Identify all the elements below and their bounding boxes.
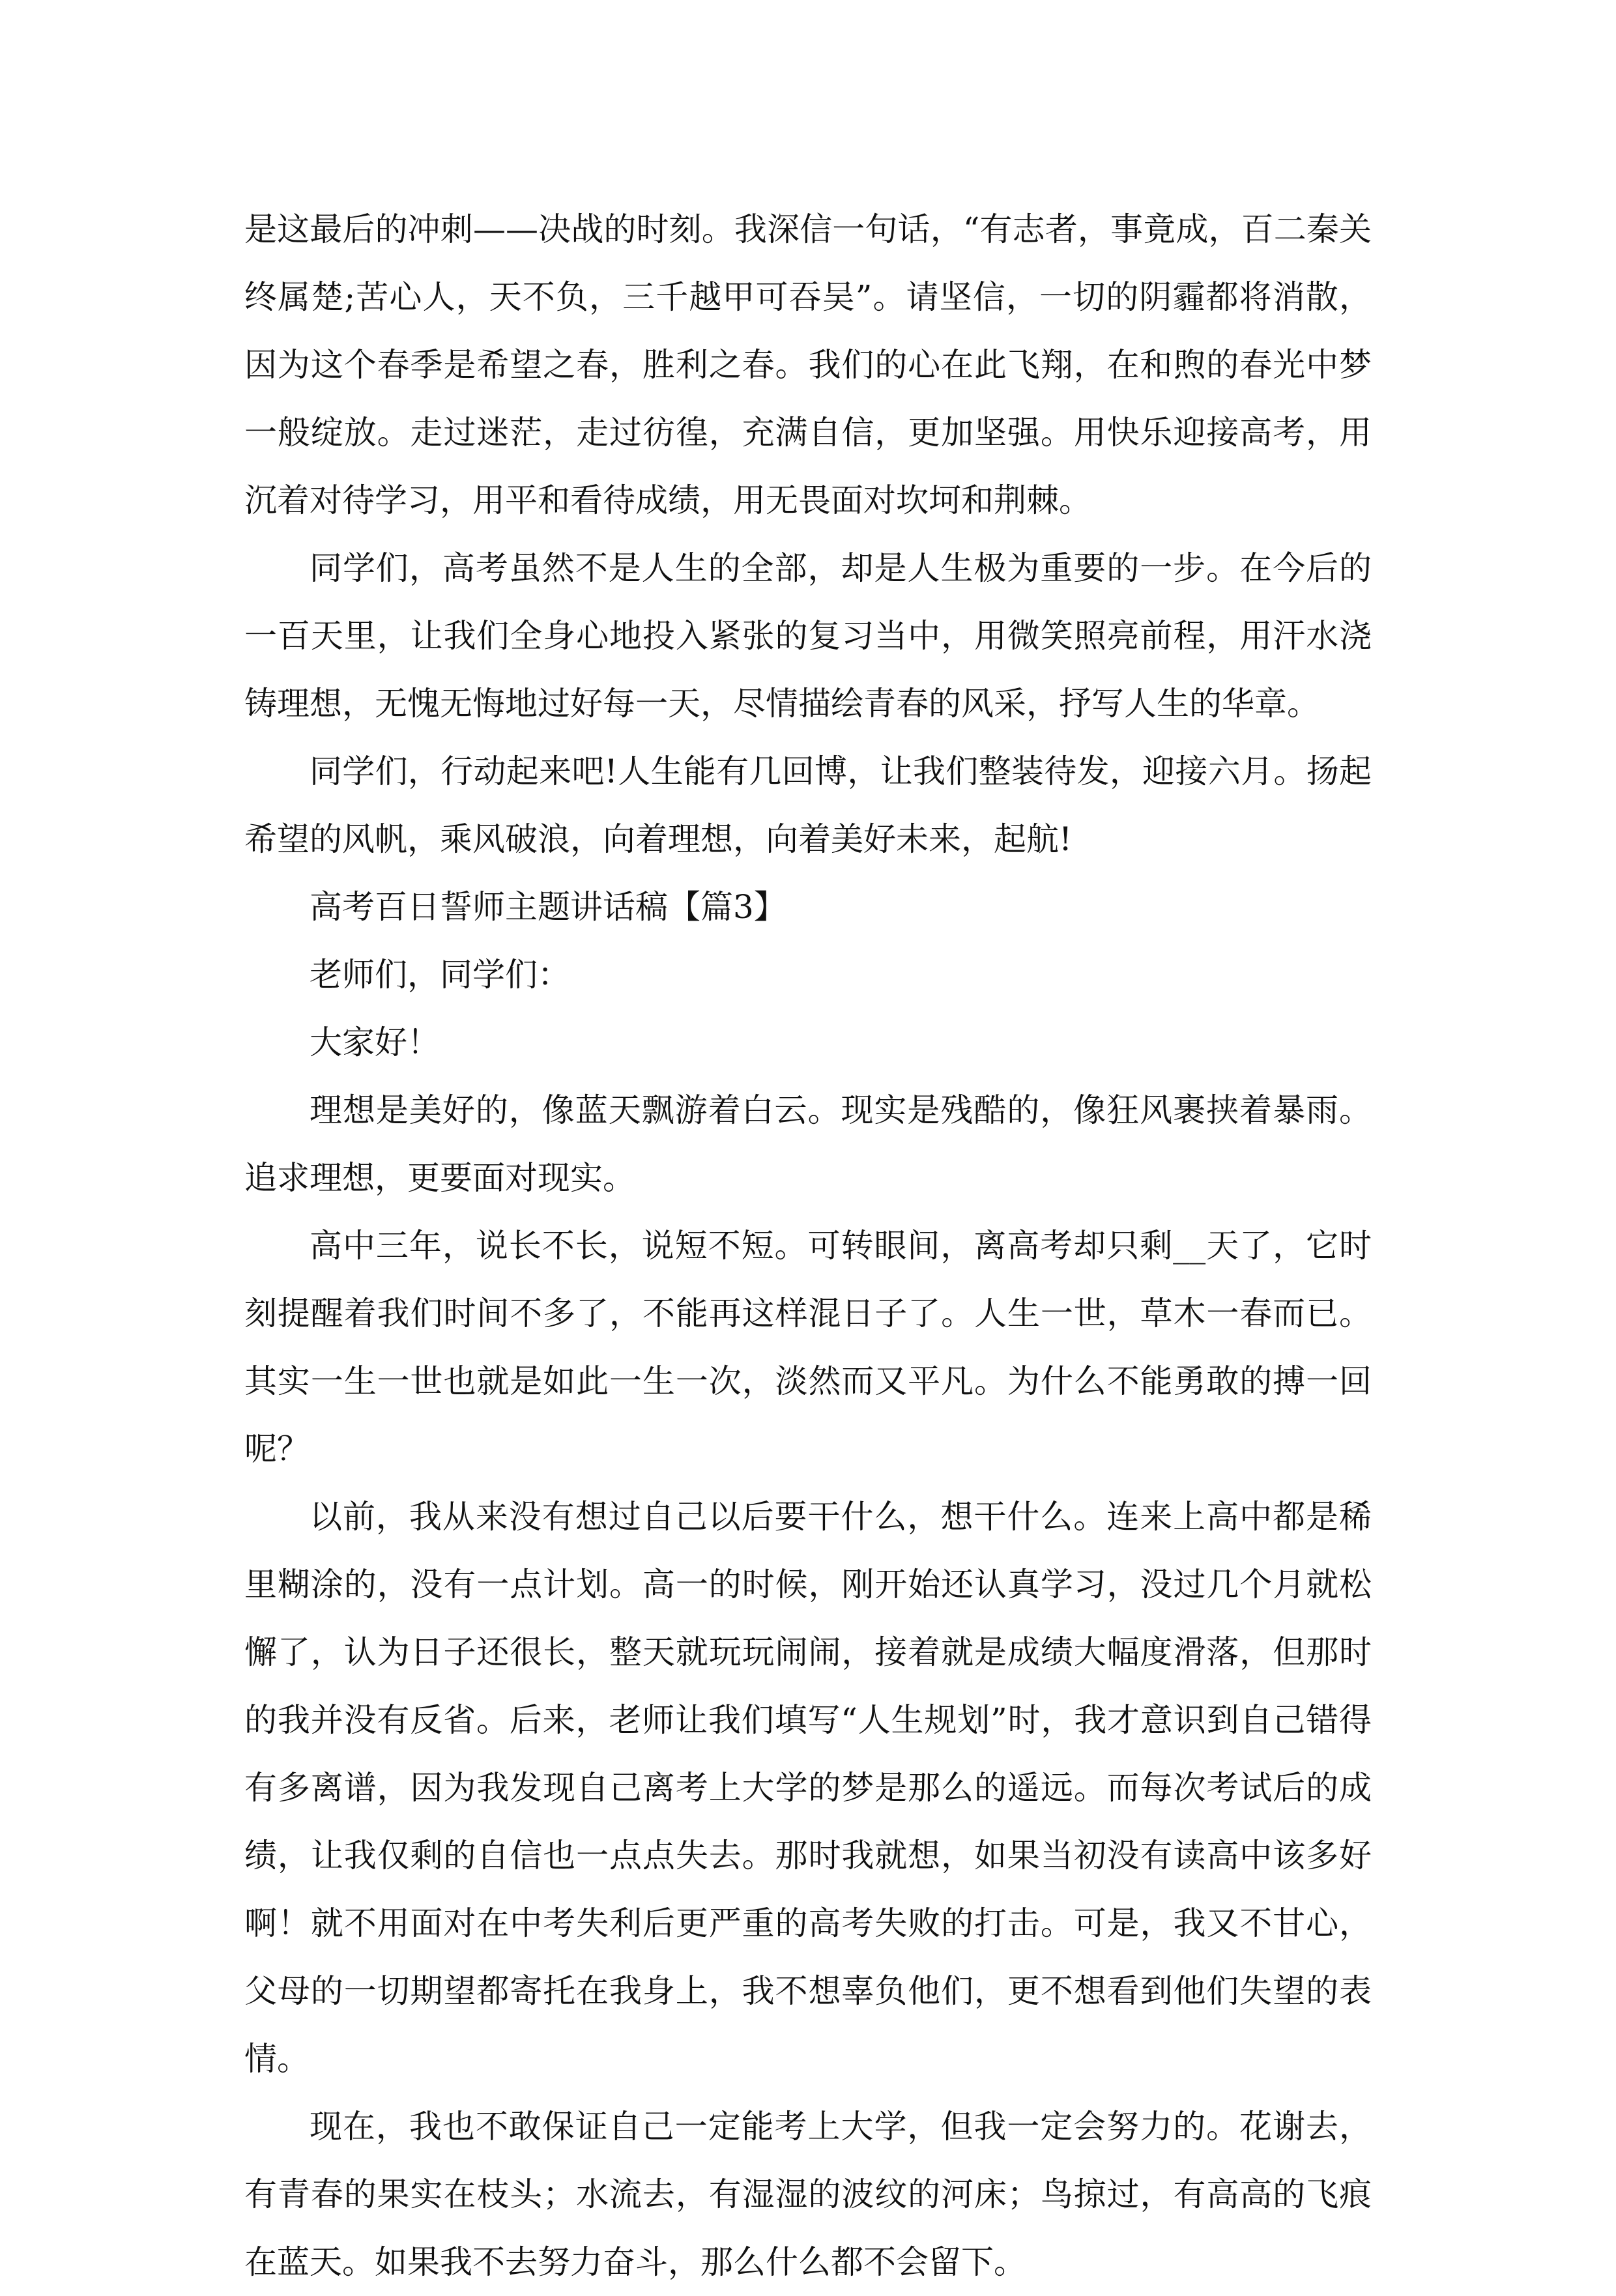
paragraph-classmates-gaokao: 同学们，高考虽然不是人生的全部，却是人生极为重要的一步。在今后的一百天里，让我们全身心地投入紧张的复习当中，用微笑照亮前程，用汗水浇铸理想，无愧无悔地过好每一天，尽情描绘青春的风采，抒写人生的华章。 — [244, 549, 1372, 723]
document-body — [244, 195, 1372, 2296]
paragraph-call-to-action: 同学们，行动起来吧!人生能有几回博，让我们整装待发，迎接六月。扬起希望的风帆，乘风破浪，向着理想，向着美好未来，起航! — [244, 753, 1372, 858]
greeting: 大家好！ — [310, 1024, 440, 1061]
paragraph-continuation: 是这最后的冲刺——决战的时刻。我深信一句话，“有志者，事竟成，百二秦关终属楚;苦心人，天不负，三千越甲可吞吴”。请坚信，一切的阴霾都将消散，因为这个春季是希望之春，胜利之春。我们的心在此飞翔，在和煦的春光中梦一般绽放。走过迷茫，走过彷徨，充满自信，更加坚强。用快乐迎接高考，用沉着对待学习，用平和看待成绩，用无畏面对坎坷和荆棘。 — [244, 210, 1372, 519]
section-heading: 高考百日誓师主题讲话稿【篇3】 — [310, 888, 786, 926]
paragraph-present-resolve: 现在，我也不敢保证自己一定能考上大学，但我一定会努力的。花谢去，有青春的果实在枝头；水流去，有湿湿的波纹的河床；鸟掠过，有高高的飞痕在蓝天。如果我不去努力奋斗，那么什么都不会留下。 — [244, 2108, 1372, 2281]
salutation: 老师们，同学们： — [310, 956, 570, 994]
paragraph-three-years: 高中三年，说长不长，说短不短。可转眼间，离高考却只剩__天了，它时刻提醒着我们时间不多了，不能再这样混日子了。人生一世，草木一春而已。其实一生一世也就是如此一生一次，淡然而又平凡。为什么不能勇敢的搏一回呢？ — [244, 1227, 1372, 1468]
paragraph-past-reflection: 以前，我从来没有想过自己以后要干什么，想干什么。连来上高中都是稀里糊涂的，没有一点计划。高一的时候，刚开始还认真学习，没过几个月就松懈了，认为日子还很长，整天就玩玩闹闹，接着就是成绩大幅度滑落，但那时的我并没有反省。后来，老师让我们填写“人生规划”时，我才意识到自己错得有多离谱，因为我发现自己离考上大学的梦是那么的遥远。而每次考试后的成绩，让我仅剩的自信也一点点失去。那时我就想，如果当初没有读高中该多好啊！就不用面对在中考失利后更严重的高考失败的打击。可是，我又不甘心，父母的一切期望都寄托在我身上，我不想辜负他们，更不想看到他们失望的表情。 — [244, 1498, 1372, 2078]
paragraph-ideal-reality: 理想是美好的，像蓝天飘游着白云。现实是残酷的，像狂风裹挟着暴雨。追求理想，更要面对现实。 — [244, 1091, 1372, 1197]
